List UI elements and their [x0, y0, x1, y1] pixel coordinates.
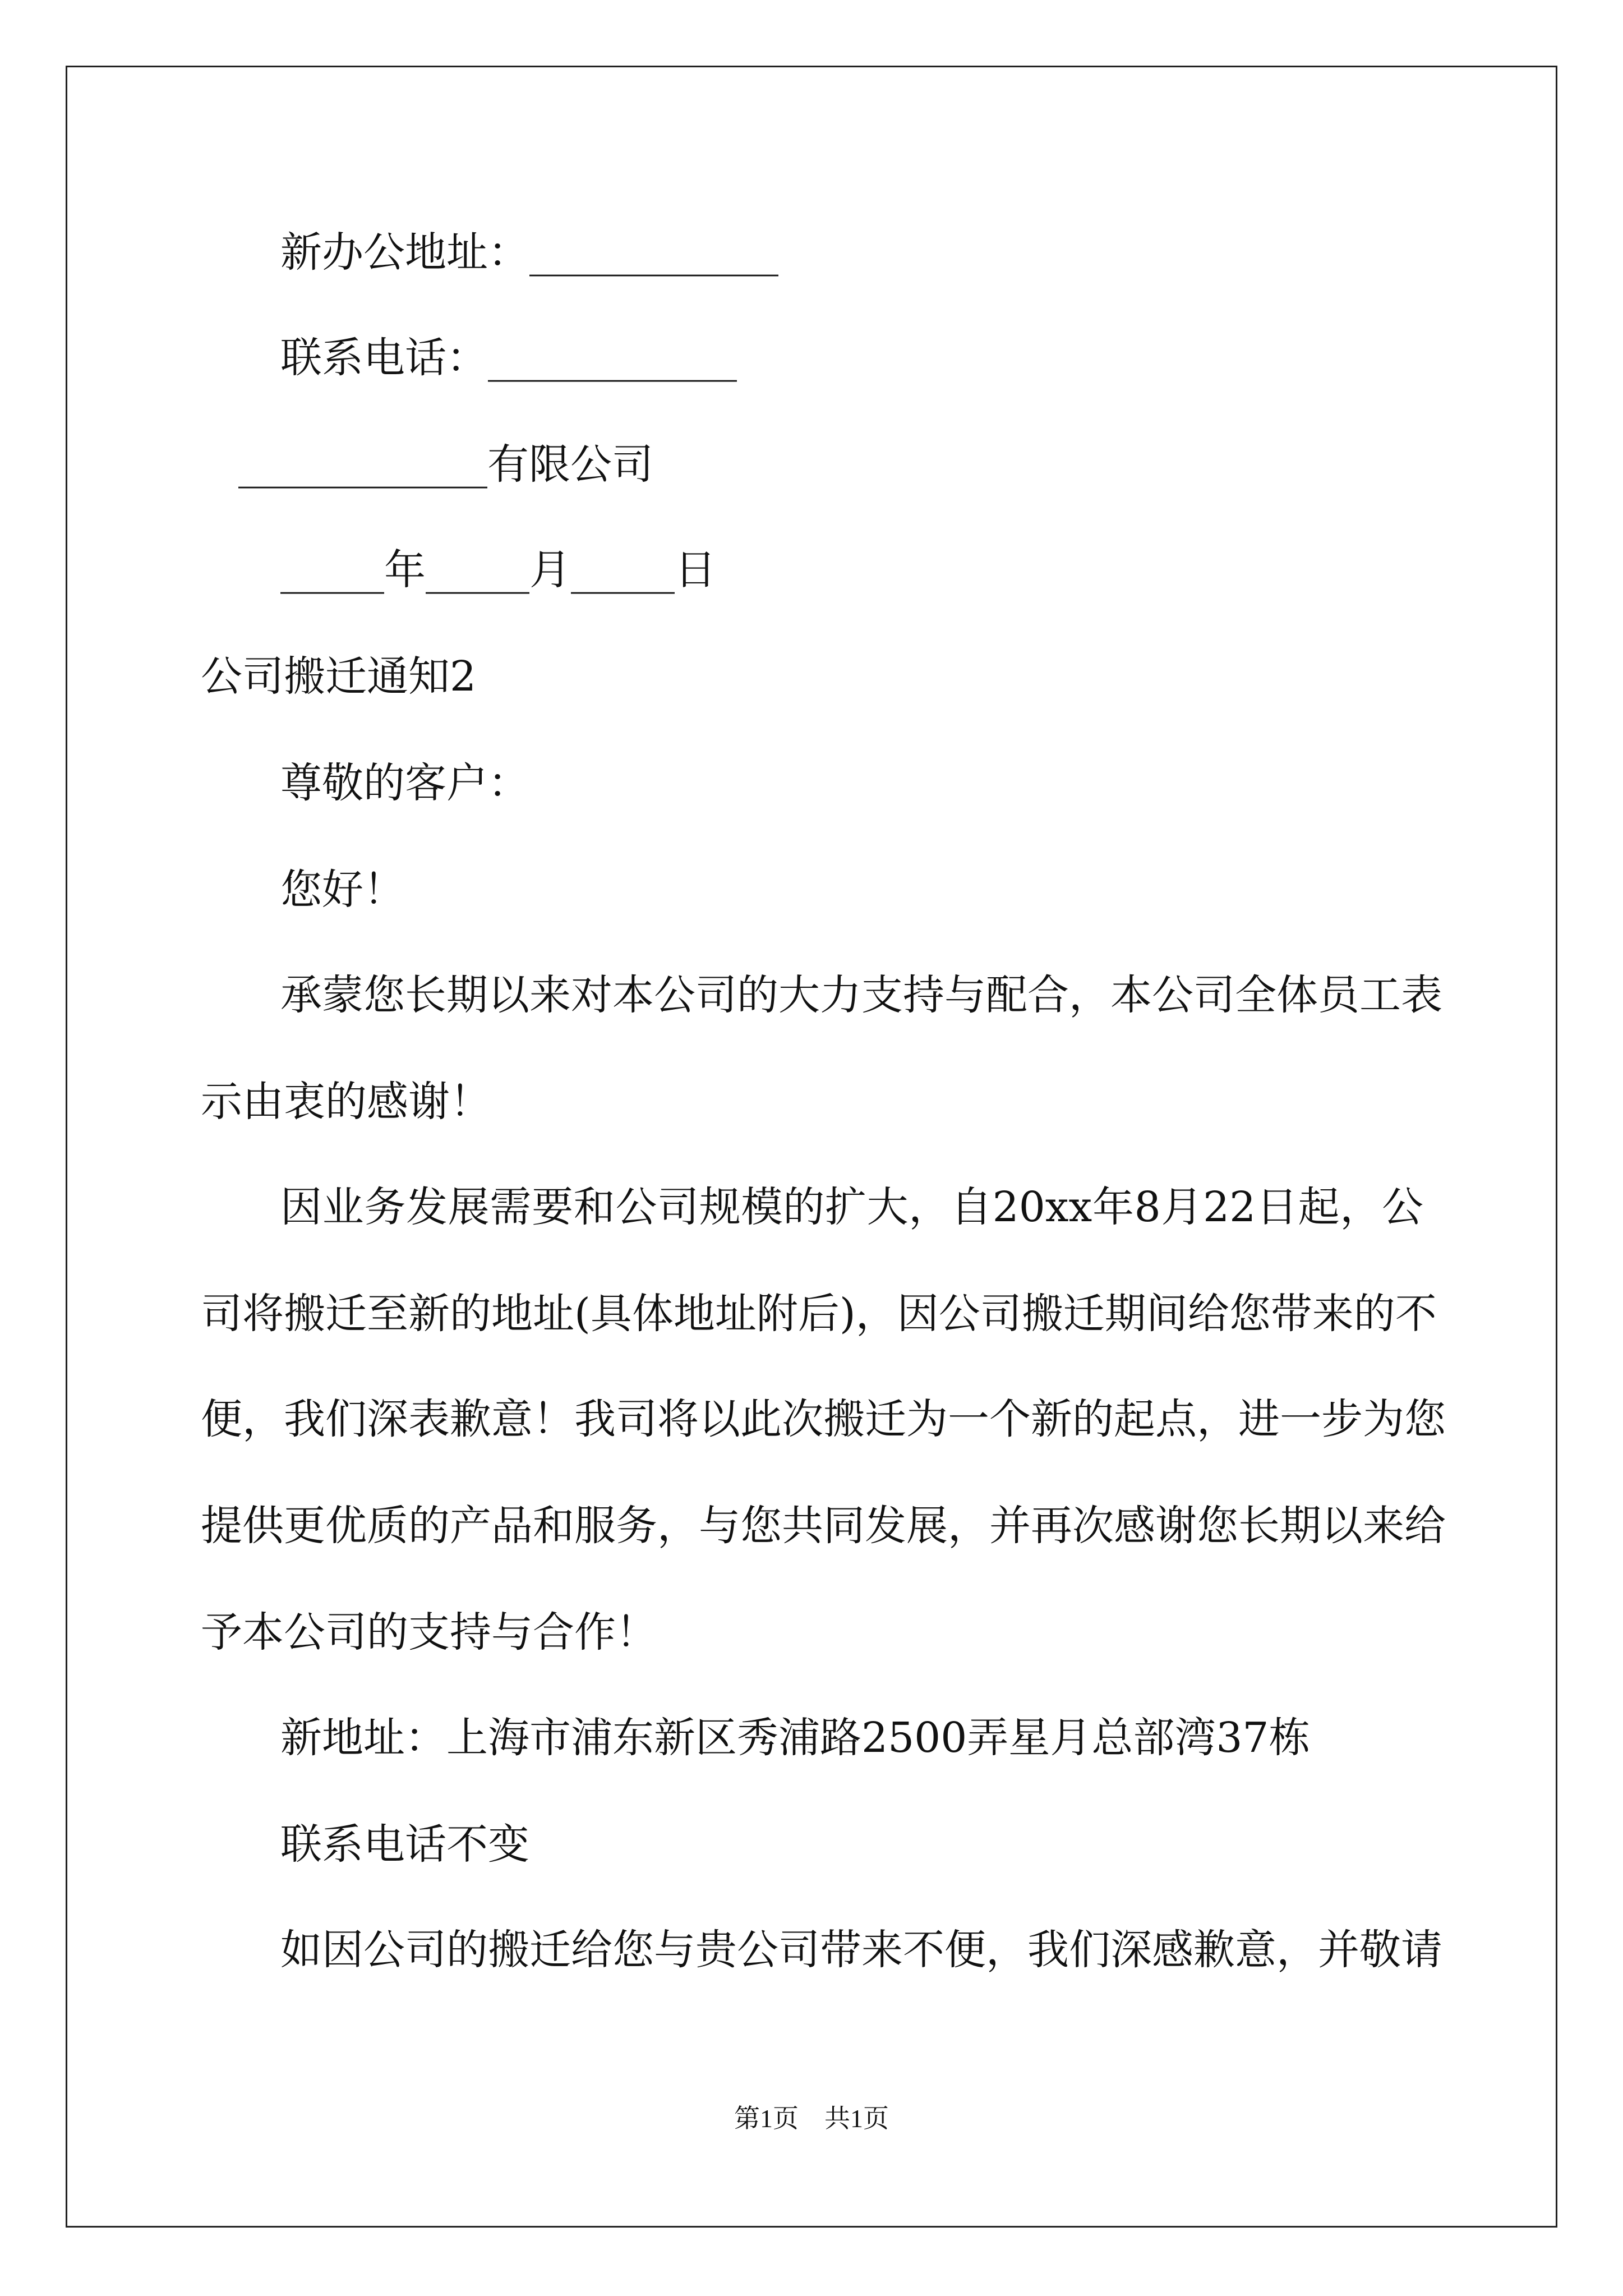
greeting: 您好！	[280, 866, 405, 914]
paragraph-2-line-1: 因业务发展需要和公司规模的扩大，自20xx年8月22日起，公	[280, 1183, 1423, 1231]
paragraph-2-line-3: 便，我们深表歉意！我司将以此次搬迁为一个新的起点，进一步为您	[201, 1395, 1446, 1443]
paragraph-1-line-2: 示由衷的感谢！	[201, 1078, 491, 1126]
phone-note: 联系电话不变	[280, 1820, 529, 1869]
date-field: _____年_____月_____日	[280, 546, 716, 594]
contact-phone-field: 联系电话：____________	[280, 334, 737, 382]
notice-title: 公司搬迁通知2	[201, 652, 477, 701]
new-address: 新地址：上海市浦东新区秀浦路2500弄星月总部湾37栋	[280, 1714, 1311, 1762]
closing-line: 如因公司的搬迁给您与贵公司带来不便，我们深感歉意，并敬请	[280, 1926, 1442, 1974]
page-border	[66, 66, 1557, 2228]
paragraph-2-line-2: 司将搬迁至新的地址(具体地址附后)，因公司搬迁期间给您带来的不	[201, 1290, 1437, 1338]
new-office-address-field: 新办公地址：____________	[280, 228, 778, 277]
paragraph-2-line-4: 提供更优质的产品和服务，与您共同发展，并再次感谢您长期以来给	[201, 1502, 1446, 1550]
salutation: 尊敬的客户：	[280, 759, 529, 807]
paragraph-1-line-1: 承蒙您长期以来对本公司的大力支持与配合，本公司全体员工表	[280, 971, 1442, 1019]
paragraph-2-line-5: 予本公司的支持与合作！	[201, 1608, 657, 1657]
page-number: 第1页 共1页	[734, 2104, 889, 2133]
company-name-field: ____________有限公司	[238, 440, 653, 489]
